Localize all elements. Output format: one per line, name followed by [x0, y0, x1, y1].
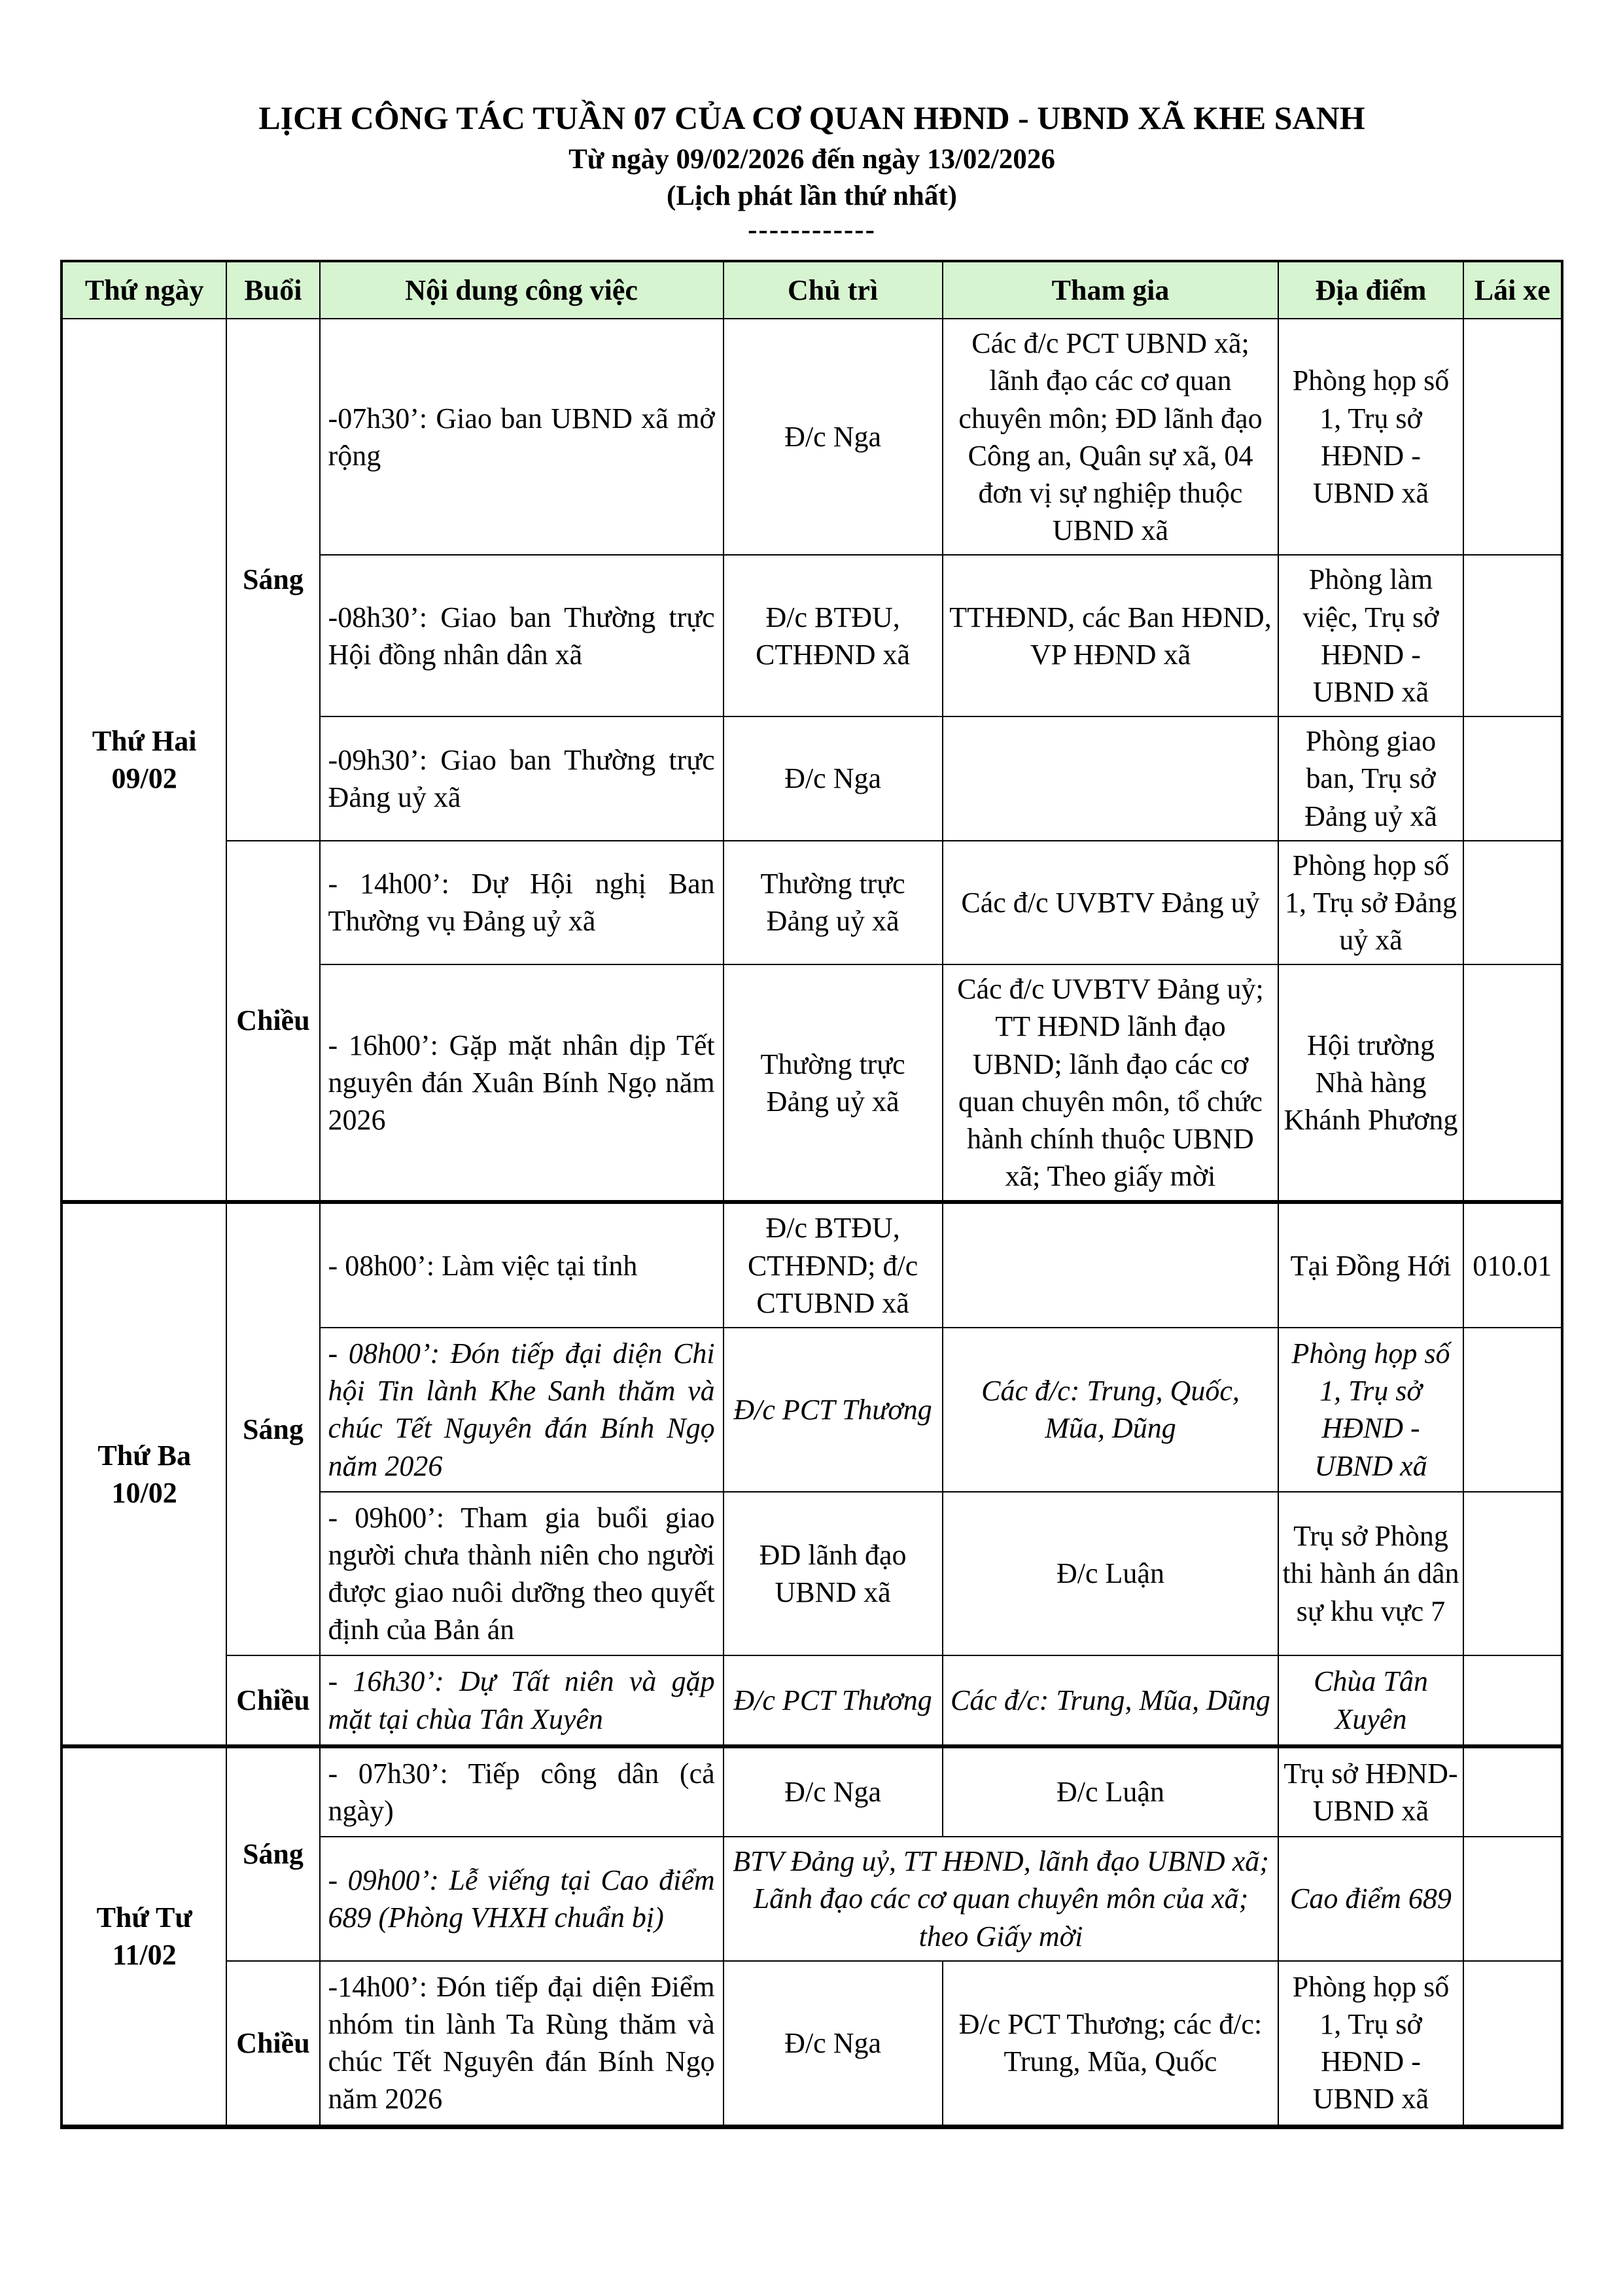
- schedule-table: [60, 260, 1563, 2128]
- location-cell: Cao điểm 689: [1278, 1837, 1463, 1961]
- driver-cell: [1463, 716, 1562, 841]
- task-cell: - 09h00’: Tham gia buổi giao người chưa thành niên cho người được giao nuôi dưỡng theo quyết định của Bản án: [320, 1492, 724, 1656]
- participants-cell: Các đ/c: Trung, Quốc, Mũa, Dũng: [943, 1328, 1279, 1492]
- participants-cell: Các đ/c: Trung, Mũa, Dũng: [943, 1655, 1279, 1746]
- date-range: Từ ngày 09/02/2026 đến ngày 13/02/2026: [568, 144, 1055, 175]
- day-date: 09/02: [111, 762, 177, 795]
- location-cell: Phòng họp số 1, Trụ sở HĐND - UBND xã: [1278, 1328, 1463, 1492]
- participants-cell: TTHĐND, các Ban HĐND, VP HĐND xã: [943, 555, 1279, 716]
- location-cell: Tại Đồng Hới: [1278, 1202, 1463, 1328]
- driver-cell: [1463, 1328, 1562, 1492]
- chair-cell: Đ/c Nga: [724, 716, 943, 841]
- task-cell: - 08h00’: Đón tiếp đại diện Chi hội Tin lành Khe Sanh thăm và chúc Tết Nguyên đán Bính Ngọ năm 2026: [320, 1328, 724, 1492]
- day-cell: [61, 1202, 226, 1746]
- day-label: Thứ Ba: [97, 1439, 191, 1472]
- schedule-row: [61, 1655, 1562, 1746]
- location-cell: Phòng họp số 1, Trụ sở Đảng uỷ xã: [1278, 841, 1463, 965]
- header-participants: Tham gia: [943, 261, 1279, 319]
- participants-cell: Các đ/c PCT UBND xã; lãnh đạo các cơ quan chuyên môn; ĐD lãnh đạo Công an, Quân sự xã, 04 đơn vị sự nghiệp thuộc UBND xã: [943, 319, 1279, 555]
- driver-cell: 010.01: [1463, 1202, 1562, 1328]
- page-title: LỊCH CÔNG TÁC TUẦN 07 CỦA CƠ QUAN HĐND - UBND XÃ KHE SANH: [258, 99, 1365, 136]
- task-cell: - 16h30’: Dự Tất niên và gặp mặt tại chùa Tân Xuyên: [320, 1655, 724, 1746]
- session-cell: Sáng: [226, 1746, 319, 1961]
- session-cell: Chiều: [226, 1655, 319, 1746]
- participants-cell: Các đ/c UVBTV Đảng uỷ; TT HĐND lãnh đạo UBND; lãnh đạo các cơ quan chuyên môn, tổ chức hành chính thuộc UBND xã; Theo giấy mời: [943, 964, 1279, 1202]
- session-cell: Sáng: [226, 319, 319, 840]
- release-note: (Lịch phát lần thứ nhất): [667, 180, 957, 211]
- task-cell: - 07h30’: Tiếp công dân (cả ngày): [320, 1746, 724, 1837]
- chair-cell: Đ/c PCT Thương: [724, 1328, 943, 1492]
- header-day: Thứ ngày: [61, 261, 226, 319]
- schedule-row: [61, 1202, 1562, 1328]
- task-cell: - 09h00’: Lễ viếng tại Cao điểm 689 (Phòng VHXH chuẩn bị): [320, 1837, 724, 1961]
- location-cell: Phòng làm việc, Trụ sở HĐND - UBND xã: [1278, 555, 1463, 716]
- task-cell: -08h30’: Giao ban Thường trực Hội đồng nhân dân xã: [320, 555, 724, 716]
- driver-cell: [1463, 1961, 1562, 2127]
- divider-dashes: ------------: [748, 214, 876, 245]
- driver-cell: [1463, 555, 1562, 716]
- schedule-table-body: [61, 319, 1562, 2127]
- header-row: [61, 261, 1562, 319]
- chair-cell: ĐD lãnh đạo UBND xã: [724, 1492, 943, 1656]
- schedule-row: [61, 1746, 1562, 1837]
- driver-cell: [1463, 964, 1562, 1202]
- participants-cell: Đ/c Luận: [943, 1746, 1279, 1837]
- task-cell: - 14h00’: Dự Hội nghị Ban Thường vụ Đảng uỷ xã: [320, 841, 724, 965]
- location-cell: Phòng giao ban, Trụ sở Đảng uỷ xã: [1278, 716, 1463, 841]
- day-date: 10/02: [111, 1477, 177, 1510]
- chair-cell: Thường trực Đảng uỷ xã: [724, 964, 943, 1202]
- session-cell: Chiều: [226, 1961, 319, 2127]
- day-date: 11/02: [112, 1939, 177, 1971]
- header-location: Địa điểm: [1278, 261, 1463, 319]
- location-cell: Hội trường Nhà hàng Khánh Phương: [1278, 964, 1463, 1202]
- document-header: [60, 98, 1563, 245]
- location-cell: Trụ sở Phòng thi hành án dân sự khu vực 7: [1278, 1492, 1463, 1656]
- schedule-row: [61, 1961, 1562, 2127]
- location-cell: Trụ sở HĐND- UBND xã: [1278, 1746, 1463, 1837]
- participants-cell: Các đ/c UVBTV Đảng uỷ: [943, 841, 1279, 965]
- session-cell: Sáng: [226, 1202, 319, 1655]
- day-label: Thứ Hai: [92, 725, 197, 758]
- driver-cell: [1463, 1837, 1562, 1961]
- participants-cell: Đ/c Luận: [943, 1492, 1279, 1656]
- header-driver: Lái xe: [1463, 261, 1562, 319]
- chair-cell: Đ/c PCT Thương: [724, 1655, 943, 1746]
- schedule-row: [61, 841, 1562, 965]
- task-cell: -07h30’: Giao ban UBND xã mở rộng: [320, 319, 724, 555]
- location-cell: Chùa Tân Xuyên: [1278, 1655, 1463, 1746]
- header-task: Nội dung công việc: [320, 261, 724, 319]
- chair-participants-cell: BTV Đảng uỷ, TT HĐND, lãnh đạo UBND xã; Lãnh đạo các cơ quan chuyên môn của xã; theo Giấy mời: [724, 1837, 1279, 1961]
- driver-cell: [1463, 841, 1562, 965]
- location-cell: Phòng họp số 1, Trụ sở HĐND - UBND xã: [1278, 319, 1463, 555]
- session-cell: Chiều: [226, 841, 319, 1203]
- task-cell: -09h30’: Giao ban Thường trực Đảng uỷ xã: [320, 716, 724, 841]
- driver-cell: [1463, 319, 1562, 555]
- chair-cell: Đ/c Nga: [724, 1961, 943, 2127]
- location-cell: Phòng họp số 1, Trụ sở HĐND - UBND xã: [1278, 1961, 1463, 2127]
- header-session: Buổi: [226, 261, 319, 319]
- day-cell: [61, 1746, 226, 2127]
- driver-cell: [1463, 1492, 1562, 1656]
- schedule-table-head: [61, 261, 1562, 319]
- driver-cell: [1463, 1655, 1562, 1746]
- participants-cell: [943, 716, 1279, 841]
- day-cell: [61, 319, 226, 1202]
- task-cell: - 08h00’: Làm việc tại tỉnh: [320, 1202, 724, 1328]
- task-cell: - 16h00’: Gặp mặt nhân dịp Tết nguyên đán Xuân Bính Ngọ năm 2026: [320, 964, 724, 1202]
- chair-cell: Đ/c BTĐU, CTHĐND; đ/c CTUBND xã: [724, 1202, 943, 1328]
- chair-cell: Đ/c Nga: [724, 319, 943, 555]
- header-chair: Chủ trì: [724, 261, 943, 319]
- participants-cell: [943, 1202, 1279, 1328]
- chair-cell: Đ/c Nga: [724, 1746, 943, 1837]
- chair-cell: Đ/c BTĐU, CTHĐND xã: [724, 555, 943, 716]
- driver-cell: [1463, 1746, 1562, 1837]
- participants-cell: Đ/c PCT Thương; các đ/c: Trung, Mũa, Quốc: [943, 1961, 1279, 2127]
- schedule-row: [61, 319, 1562, 555]
- task-cell: -14h00’: Đón tiếp đại diện Điểm nhóm tin lành Ta Rùng thăm và chúc Tết Nguyên đán Bính Ngọ năm 2026: [320, 1961, 724, 2127]
- chair-cell: Thường trực Đảng uỷ xã: [724, 841, 943, 965]
- day-label: Thứ Tư: [96, 1901, 192, 1934]
